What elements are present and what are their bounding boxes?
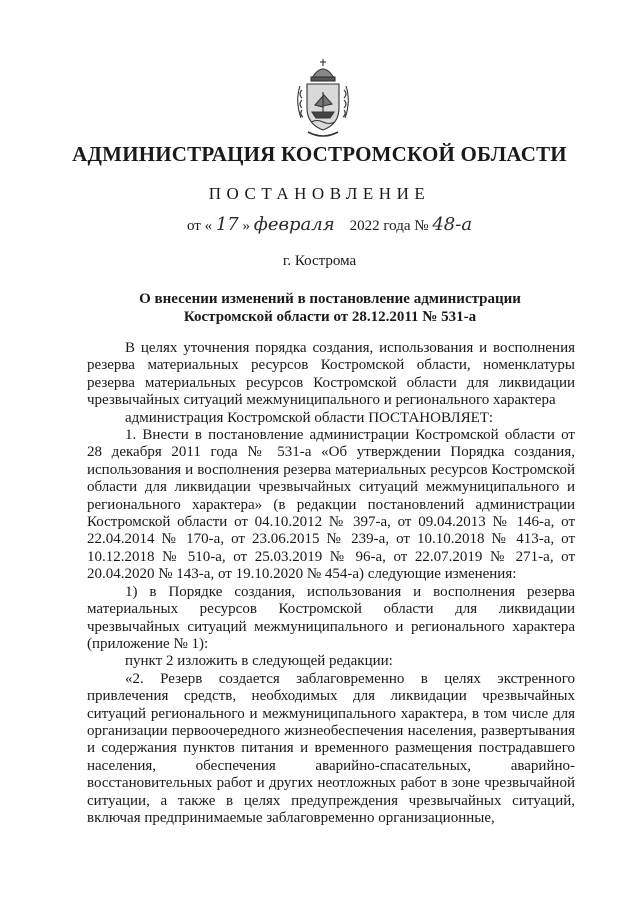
coat-of-arms-emblem [292,56,354,140]
subject-line-2: Костромской области от 28.12.2011 № 531-а [183,309,477,325]
paragraph: 1) в Порядке создания, использования и восполнения резерва материальных ресурсов Костромской области для ликвидации чрезвычайных ситуаций межмуниципального и регионального характера (приложение № 1): [87,583,575,652]
paragraph: В целях уточнения порядка создания, использования и восполнения резерва материальных ресурсов Костромской области, номенклатуры резерва материальных ресурсов Костромской области для ликвидации чрезвычайных ситуаций межмуниципального и регионального характера [87,340,575,409]
date-prefix: от « [187,218,213,234]
paragraph: администрация Костромской области ПОСТАНОВЛЯЕТ: [125,409,494,426]
date-mid: » [242,218,251,234]
document-subject [80,290,580,326]
date-day: 17 [215,214,239,235]
subject-line-1: О внесении изменений в постановление администрации [139,291,521,307]
paragraph: «2. Резерв создается заблаговременно в целях экстренного привлечения средств, необходимых для ликвидации чрезвычайных ситуаций регионального и межмуниципального характера, в том числе для организации первоочередного жизнеобеспечения населения, развертывания и содержания пунктов питания и временного размещения пострадавшего населения, обеспечения аварийно-спасательных, аварийно-восстановительных работ и других неотложных работ в зоне чрезвычайной ситуации, а также в целях предупреждения чрезвычайных ситуаций, включая предпринимаемые заблаговременно организационные, [87,670,575,826]
date-line [187,214,472,235]
paragraph: 1. Внести в постановление администрации Костромской области от 28 декабря 2011 года № 531-а «Об утверждении Порядка создания, использования и восполнения резерва материальных ресурсов Костромской области для ликвидации чрезвычайных ситуаций межмуниципального и регионального характера» (в редакции постановлений администрации Костромской области от 04.10.2012 № 397-а, от 09.04.2013 № 146-а, от 22.04.2014 № 170-а, от 23.06.2015 № 239-а, от 10.10.2018 № 413-а, от 10.12.2018 № 510-а, от 25.03.2019 № 96-а, от 22.07.2019 № 271-а, от 20.04.2020 № 143-а, от 19.10.2020 № 454-а) следующие изменения: [87,427,575,583]
organization-title: АДМИНИСТРАЦИЯ КОСТРОМСКОЙ ОБЛАСТИ [72,142,567,166]
document-type: ПОСТАНОВЛЕНИЕ [208,184,431,203]
city: г. Кострома [282,253,357,269]
document-number: 48-а [432,214,473,235]
paragraph: пункт 2 изложить в следующей редакции: [125,653,393,670]
document-body [87,340,575,827]
date-month: февраля [253,214,335,235]
date-year: 2022 года № [349,218,429,234]
